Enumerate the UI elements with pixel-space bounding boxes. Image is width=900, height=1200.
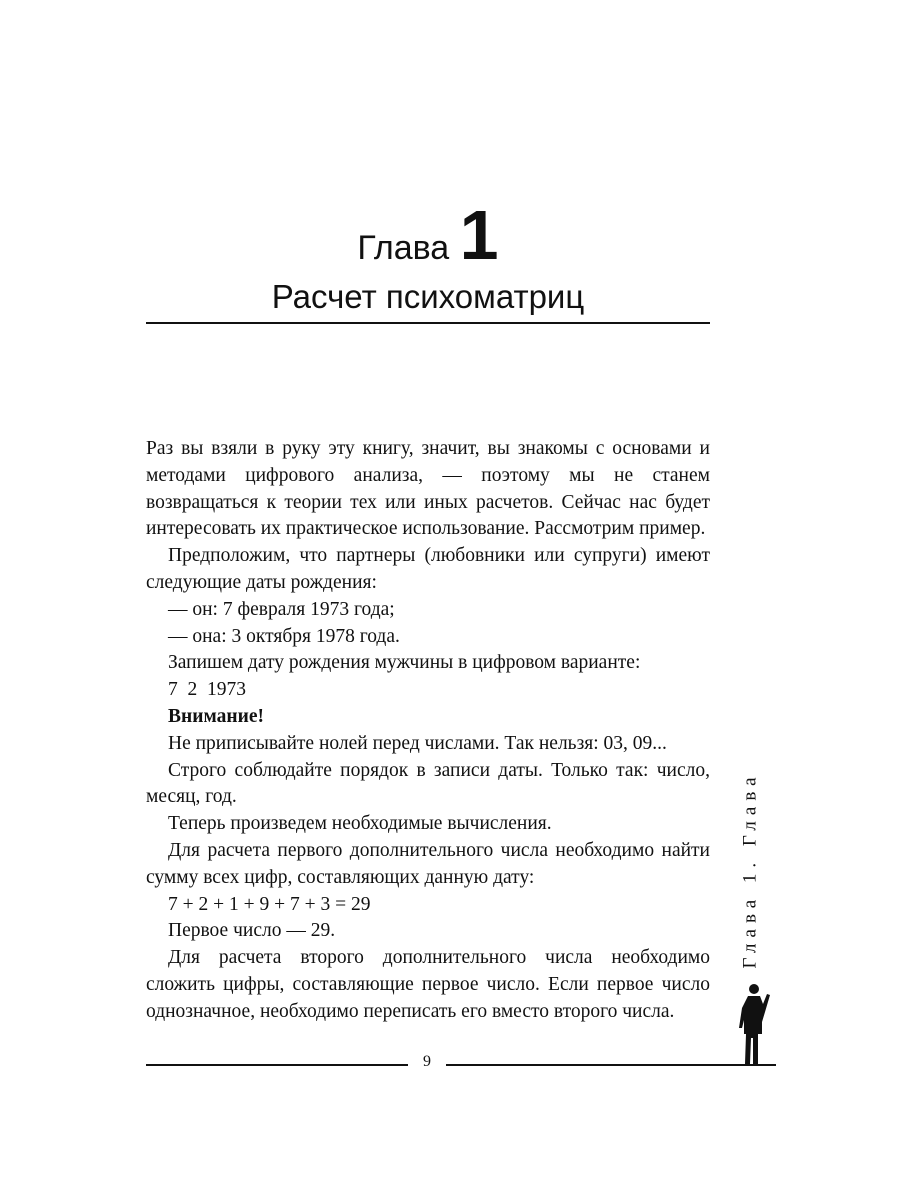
chapter-title: Расчет психоматриц [271, 278, 585, 315]
paragraph: — она: 3 октября 1978 года. [168, 625, 400, 647]
chapter-number: 1 [459, 196, 499, 274]
paragraph: Запишем дату рождения мужчины в цифровом варианте: [168, 652, 641, 674]
paragraph: Предположим, что партнеры (любовники или супруги) имеют следующие даты рождения: [146, 545, 710, 593]
body-text [146, 436, 710, 1026]
side-tab [730, 760, 770, 980]
chapter-heading [146, 196, 710, 317]
side-tab-label: Глава 1. Глава [739, 771, 760, 969]
heading-divider [146, 322, 710, 324]
chapter-word: Глава [357, 229, 450, 267]
paragraph-attention: Внимание! [168, 705, 264, 727]
chapter-label [146, 196, 710, 275]
footer-rule-right [446, 1064, 776, 1066]
paragraph: — он: 7 февраля 1973 года; [168, 598, 395, 620]
paragraph-sum: 7 + 2 + 1 + 9 + 7 + 3 = 29 [168, 893, 371, 915]
footer-rule-left [146, 1064, 408, 1066]
person-silhouette-icon [736, 982, 772, 1066]
page-number: 9 [423, 1053, 431, 1070]
paragraph: Для расчета первого дополнительного числа необходимо найти сумму всех цифр, составляющих данную дату: [146, 839, 710, 888]
paragraph-date-digits: 7 2 1973 [168, 679, 246, 701]
paragraph: Не приписывайте нолей перед числами. Так нельзя: 03, 09... [168, 732, 667, 754]
paragraph-intro: Раз вы взяли в руку эту книгу, значит, вы знакомы с основами и методами цифрового анализа, — поэтому мы не станем возвращаться к теории тех или иных расчетов. Сейчас нас будет интересовать их практическое использование. Рассмотрим пример. [146, 438, 710, 540]
paragraph: Первое число — 29. [168, 920, 336, 942]
paragraph: Для расчета второго дополнительного числа необходимо сложить цифры, составляющие первое число. Если первое число однозначное, необходимо переписать его вместо второго числа. [146, 947, 710, 1022]
paragraph: Теперь произведем необходимые вычисления. [168, 813, 552, 835]
paragraph: Строго соблюдайте порядок в записи даты. Только так: число, месяц, год. [146, 759, 710, 808]
